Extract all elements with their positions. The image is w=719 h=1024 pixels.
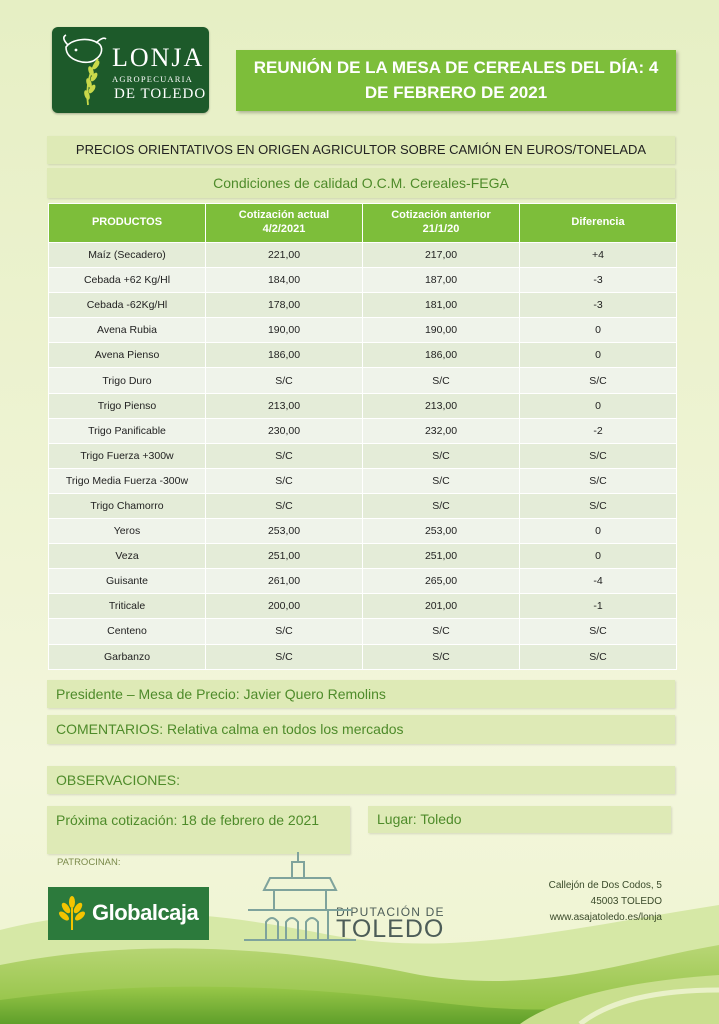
difference-cell: S/C xyxy=(520,443,677,468)
observations-line: OBSERVACIONES: xyxy=(47,766,675,794)
header-products xyxy=(49,204,206,243)
current-price-cell: 190,00 xyxy=(206,318,363,343)
header-previous-price xyxy=(363,204,520,243)
address-city: 45003 TOLEDO xyxy=(590,896,662,907)
page-title: REUNIÓN DE LA MESA DE CEREALES DEL DÍA: 4 DE FEBRERO DE 2021 xyxy=(236,50,676,111)
table-row xyxy=(49,644,677,669)
current-price-cell: 230,00 xyxy=(206,418,363,443)
previous-price-cell: S/C xyxy=(363,443,520,468)
toledo-skyline-icon xyxy=(240,850,360,945)
table-row xyxy=(49,343,677,368)
previous-price-cell: S/C xyxy=(363,368,520,393)
difference-cell: 0 xyxy=(520,519,677,544)
product-cell: Guisante xyxy=(49,569,206,594)
header-date: 4/2/2021 xyxy=(262,223,306,235)
difference-cell: -4 xyxy=(520,569,677,594)
table-row xyxy=(49,418,677,443)
difference-cell: -1 xyxy=(520,594,677,619)
next-quote: Próxima cotización: 18 de febrero de 2021 xyxy=(47,806,350,854)
previous-price-cell: S/C xyxy=(363,644,520,669)
product-cell: Veza xyxy=(49,544,206,569)
current-price-cell: 200,00 xyxy=(206,594,363,619)
product-cell: Cebada -62Kg/Hl xyxy=(49,293,206,318)
globalcaja-logo xyxy=(48,887,209,940)
current-price-cell: 253,00 xyxy=(206,519,363,544)
current-price-cell: 186,00 xyxy=(206,343,363,368)
difference-cell: 0 xyxy=(520,544,677,569)
product-cell: Avena Pienso xyxy=(49,343,206,368)
header-current-price xyxy=(206,204,363,243)
product-cell: Centeno xyxy=(49,619,206,644)
header-label: Cotización actual xyxy=(238,209,330,222)
previous-price-cell: 213,00 xyxy=(363,393,520,418)
current-price-cell: S/C xyxy=(206,493,363,518)
previous-price-cell: 217,00 xyxy=(363,243,520,268)
previous-price-cell: 186,00 xyxy=(363,343,520,368)
difference-cell: S/C xyxy=(520,493,677,518)
logo-city: DE TOLEDO xyxy=(114,86,207,102)
previous-price-cell: 190,00 xyxy=(363,318,520,343)
product-cell: Triticale xyxy=(49,594,206,619)
previous-price-cell: 232,00 xyxy=(363,418,520,443)
table-row xyxy=(49,619,677,644)
table-row xyxy=(49,393,677,418)
current-price-cell: S/C xyxy=(206,619,363,644)
logo-title: LONJA xyxy=(112,43,205,72)
quality-conditions: Condiciones de calidad O.C.M. Cereales-FEGA xyxy=(47,168,675,198)
product-cell: Trigo Media Fuerza -300w xyxy=(49,468,206,493)
product-cell: Cebada +62 Kg/Hl xyxy=(49,268,206,293)
difference-cell: -3 xyxy=(520,293,677,318)
difference-cell: S/C xyxy=(520,644,677,669)
product-cell: Trigo Chamorro xyxy=(49,493,206,518)
difference-cell: 0 xyxy=(520,343,677,368)
header-label: PRODUCTOS xyxy=(91,216,163,229)
header-label: Diferencia xyxy=(571,216,625,229)
table-row xyxy=(49,318,677,343)
product-cell: Yeros xyxy=(49,519,206,544)
comments-line: COMENTARIOS: Relativa calma en todos los mercados xyxy=(47,715,675,744)
table-row xyxy=(49,368,677,393)
difference-cell: S/C xyxy=(520,619,677,644)
table-row xyxy=(49,443,677,468)
product-cell: Trigo Fuerza +300w xyxy=(49,443,206,468)
current-price-cell: 221,00 xyxy=(206,243,363,268)
current-price-cell: S/C xyxy=(206,368,363,393)
globalcaja-name: Globalcaja xyxy=(92,900,199,925)
table-row xyxy=(49,268,677,293)
current-price-cell: S/C xyxy=(206,443,363,468)
price-conditions-heading: PRECIOS ORIENTATIVOS EN ORIGEN AGRICULTOR SOBRE CAMIÓN EN EUROS/TONELADA xyxy=(47,136,675,164)
header-date: 21/1/20 xyxy=(422,223,460,235)
product-cell: Trigo Panificable xyxy=(49,418,206,443)
difference-cell: -2 xyxy=(520,418,677,443)
product-cell: Garbanzo xyxy=(49,644,206,669)
table-row xyxy=(49,468,677,493)
current-price-cell: 261,00 xyxy=(206,569,363,594)
wheat-icon xyxy=(52,894,92,934)
previous-price-cell: S/C xyxy=(363,468,520,493)
difference-cell: 0 xyxy=(520,318,677,343)
toledo-text: TOLEDO xyxy=(336,915,445,943)
difference-cell: -3 xyxy=(520,268,677,293)
previous-price-cell: 181,00 xyxy=(363,293,520,318)
current-price-cell: S/C xyxy=(206,644,363,669)
table-row xyxy=(49,544,677,569)
previous-price-cell: 265,00 xyxy=(363,569,520,594)
address-block xyxy=(520,878,662,926)
previous-price-cell: 201,00 xyxy=(363,594,520,619)
current-price-cell: 251,00 xyxy=(206,544,363,569)
website-link[interactable]: www.asajatoledo.es/lonja xyxy=(549,912,662,923)
product-cell: Avena Rubia xyxy=(49,318,206,343)
previous-price-cell: S/C xyxy=(363,493,520,518)
meeting-place: Lugar: Toledo xyxy=(368,806,671,833)
bull-wheat-emblem-icon xyxy=(58,33,110,107)
current-price-cell: 184,00 xyxy=(206,268,363,293)
difference-cell: +4 xyxy=(520,243,677,268)
previous-price-cell: S/C xyxy=(363,619,520,644)
product-cell: Trigo Pienso xyxy=(49,393,206,418)
address-street: Callejón de Dos Codos, 5 xyxy=(548,880,662,891)
president-line: Presidente – Mesa de Precio: Javier Quero Remolins xyxy=(47,680,675,708)
lonja-logo xyxy=(52,27,209,113)
sponsors-label: PATROCINAN: xyxy=(57,857,121,868)
table-row xyxy=(49,594,677,619)
difference-cell: S/C xyxy=(520,368,677,393)
table-row xyxy=(49,243,677,268)
diputacion-text: DIPUTACIÓN DE xyxy=(336,905,445,919)
difference-cell: S/C xyxy=(520,468,677,493)
current-price-cell: S/C xyxy=(206,468,363,493)
header-label: Cotización anterior xyxy=(391,209,491,222)
product-cell: Trigo Duro xyxy=(49,368,206,393)
table-row xyxy=(49,493,677,518)
previous-price-cell: 251,00 xyxy=(363,544,520,569)
previous-price-cell: 187,00 xyxy=(363,268,520,293)
table-header-row xyxy=(49,204,677,243)
current-price-cell: 213,00 xyxy=(206,393,363,418)
table-row xyxy=(49,519,677,544)
difference-cell: 0 xyxy=(520,393,677,418)
current-price-cell: 178,00 xyxy=(206,293,363,318)
table-row xyxy=(49,293,677,318)
header-difference xyxy=(520,204,677,243)
table-row xyxy=(49,569,677,594)
logo-subtitle: AGROPECUARIA xyxy=(112,74,193,84)
prices-table xyxy=(48,203,677,670)
previous-price-cell: 253,00 xyxy=(363,519,520,544)
product-cell: Maíz (Secadero) xyxy=(49,243,206,268)
